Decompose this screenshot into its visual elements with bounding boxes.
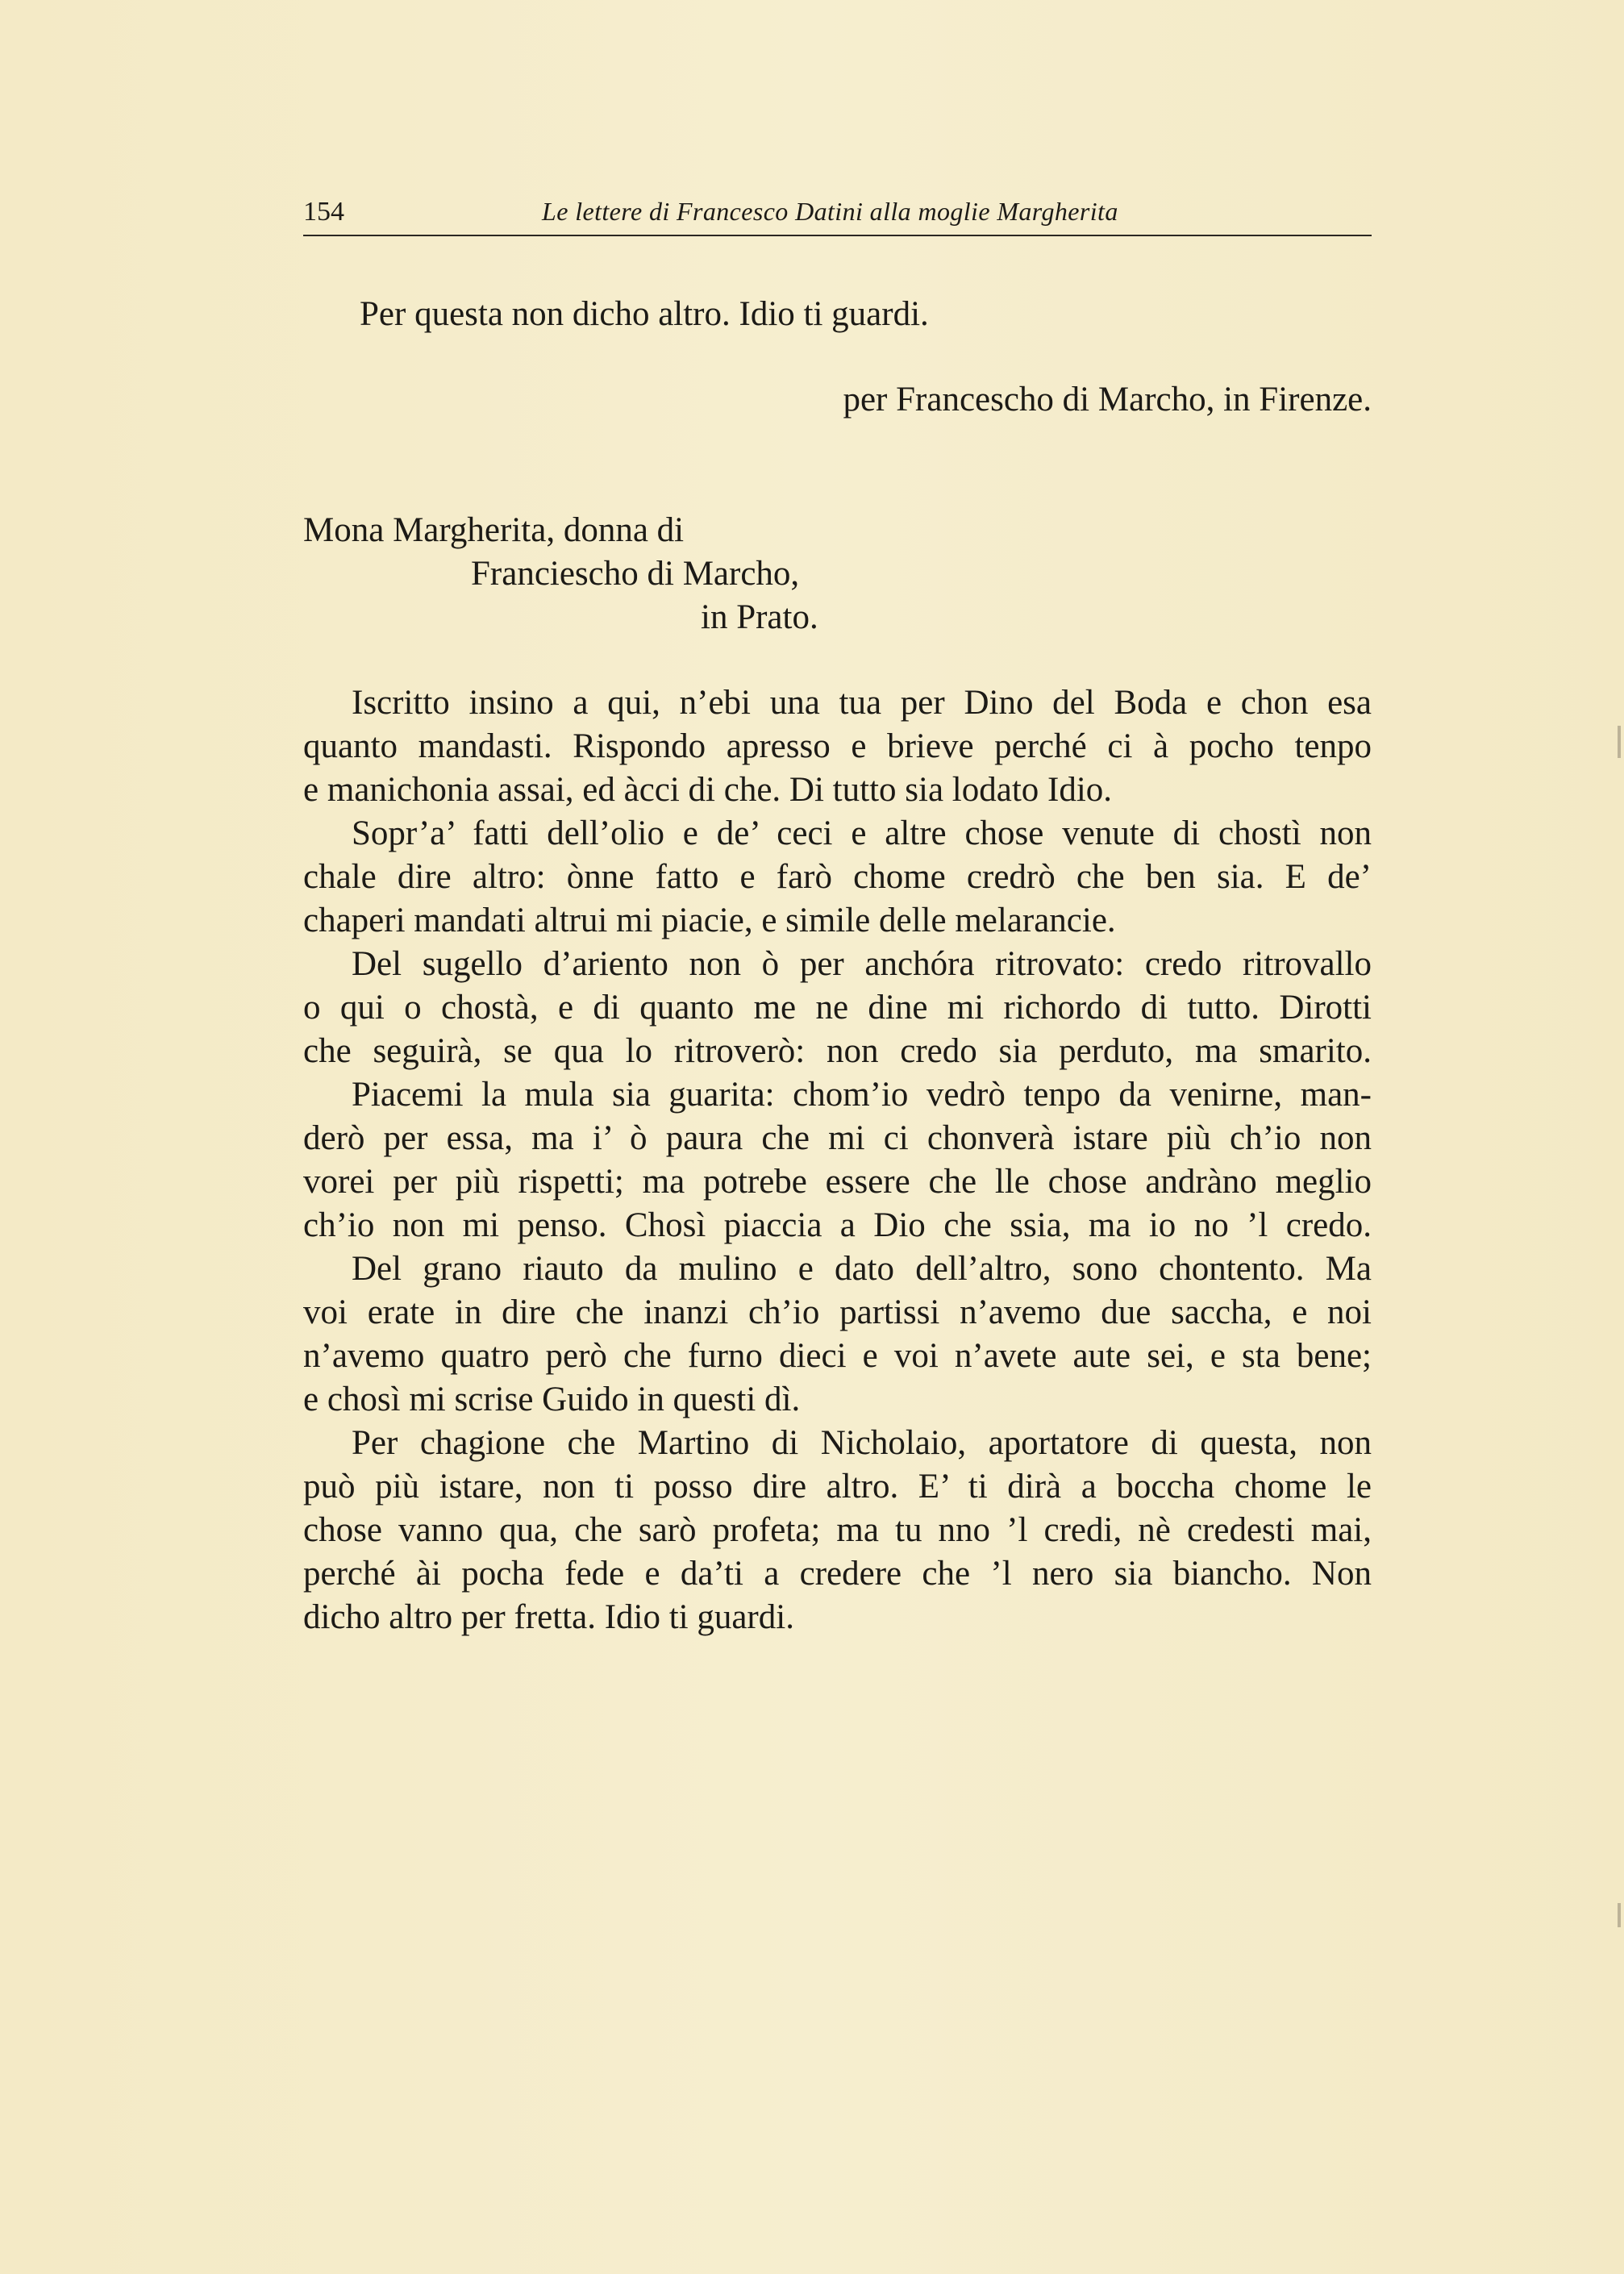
paragraph-line: Del grano riauto da mulino e dato dell’altro, sono chontento. Ma: [352, 1250, 1372, 1288]
paragraph-line: voi erate in dire che inanzi ch’io partissi n’avemo due saccha, e noi: [303, 1293, 1372, 1331]
page-edge-mark: [1618, 726, 1621, 758]
paragraph-line: perché ài pocha fede e da’ti a credere che ’l nero sia biancho. Non: [303, 1555, 1372, 1593]
paragraph-line: chose vanno qua, che sarò profeta; ma tu nno ’l credi, nè credesti mai,: [303, 1511, 1372, 1549]
paragraph-5: [303, 1247, 1372, 1422]
page-number: 154: [303, 197, 344, 227]
paragraph-line: chale dire altro: ònne fatto e farò chome credrò che ben sia. E de’: [303, 858, 1372, 896]
paragraph-line: derò per essa, ma i’ ò paura che mi ci chonverà istare più ch’io non: [303, 1119, 1372, 1157]
signature-line: per Franceschо di Marcho, in Firenze.: [843, 381, 1372, 419]
paragraph-3: [303, 943, 1372, 1073]
paragraph-line: Sopr’a’ fatti dell’olio e de’ ceci e altre chose venute di chostì non: [352, 814, 1372, 852]
paragraph-line: n’avemo quatro però che furno dieci e voi n’avete aute sei, e sta bene;: [303, 1337, 1372, 1375]
running-header: [303, 194, 1372, 234]
address-line-1: Mona Margherita, donna di: [303, 511, 685, 549]
paragraph-line: chaperi mandati altrui mi piacie, e simile delle melarancie.: [303, 902, 1116, 939]
paragraph-line: Piacemi la mula sia guarita: chom’io vedrò tenpo da venirne, man-: [352, 1076, 1372, 1114]
paragraph-4: [303, 1073, 1372, 1247]
paragraph-line: che seguirà, se qua lo ritroverò: non credo sia perduto, ma smarito.: [303, 1032, 1372, 1070]
paragraph-line: può più istare, non ti posso dire altro. E’ ti dirà a boccha chome le: [303, 1468, 1372, 1506]
paragraph-line: o qui o chostà, e di quanto me ne dine mi richordo di tutto. Dirotti: [303, 989, 1372, 1027]
closing-line: Per questa non dicho altro. Idio ti guardi.: [360, 295, 929, 333]
running-title: Le lettere di Francesco Datini alla moglie Margherita: [542, 197, 1118, 226]
paragraph-6: [303, 1422, 1372, 1639]
paragraph-line: ch’io non mi penso. Chosì piaccia a Dio che ssia, ma io no ’l credo.: [303, 1206, 1372, 1244]
paragraph-line: Iscritto insino a qui, n’ebi una tua per Dino del Boda e chon esa: [352, 684, 1372, 722]
page-edge-mark: [1618, 1903, 1621, 1927]
address-line-2: Franciescho di Marcho,: [471, 555, 800, 593]
paragraph-line: quanto mandasti. Rispondo apresso e brieve perché ci à pocho tenpo: [303, 727, 1372, 765]
paragraph-2: [303, 812, 1372, 943]
paragraph-line: Per chagione che Martino di Nicholaio, aportatore di questa, non: [352, 1424, 1372, 1462]
paragraph-line: dicho altro per fretta. Idio ti guardi.: [303, 1598, 794, 1636]
paragraph-line: Del sugello d’ariento non ò per anchóra ritrovato: credo ritrovallo: [352, 945, 1372, 983]
paragraph-line: vorei per più rispetti; ma potrebe essere che lle chose andràno meglio: [303, 1163, 1372, 1201]
header-rule: [303, 235, 1372, 236]
paragraph-line: e manichonia assai, ed àcci di che. Di tutto sia lodato Idio.: [303, 771, 1113, 809]
paragraph-line: e chosì mi scrise Guido in questi dì.: [303, 1381, 801, 1418]
paragraph-1: [303, 681, 1372, 812]
address-line-3: in Prato.: [701, 598, 818, 636]
